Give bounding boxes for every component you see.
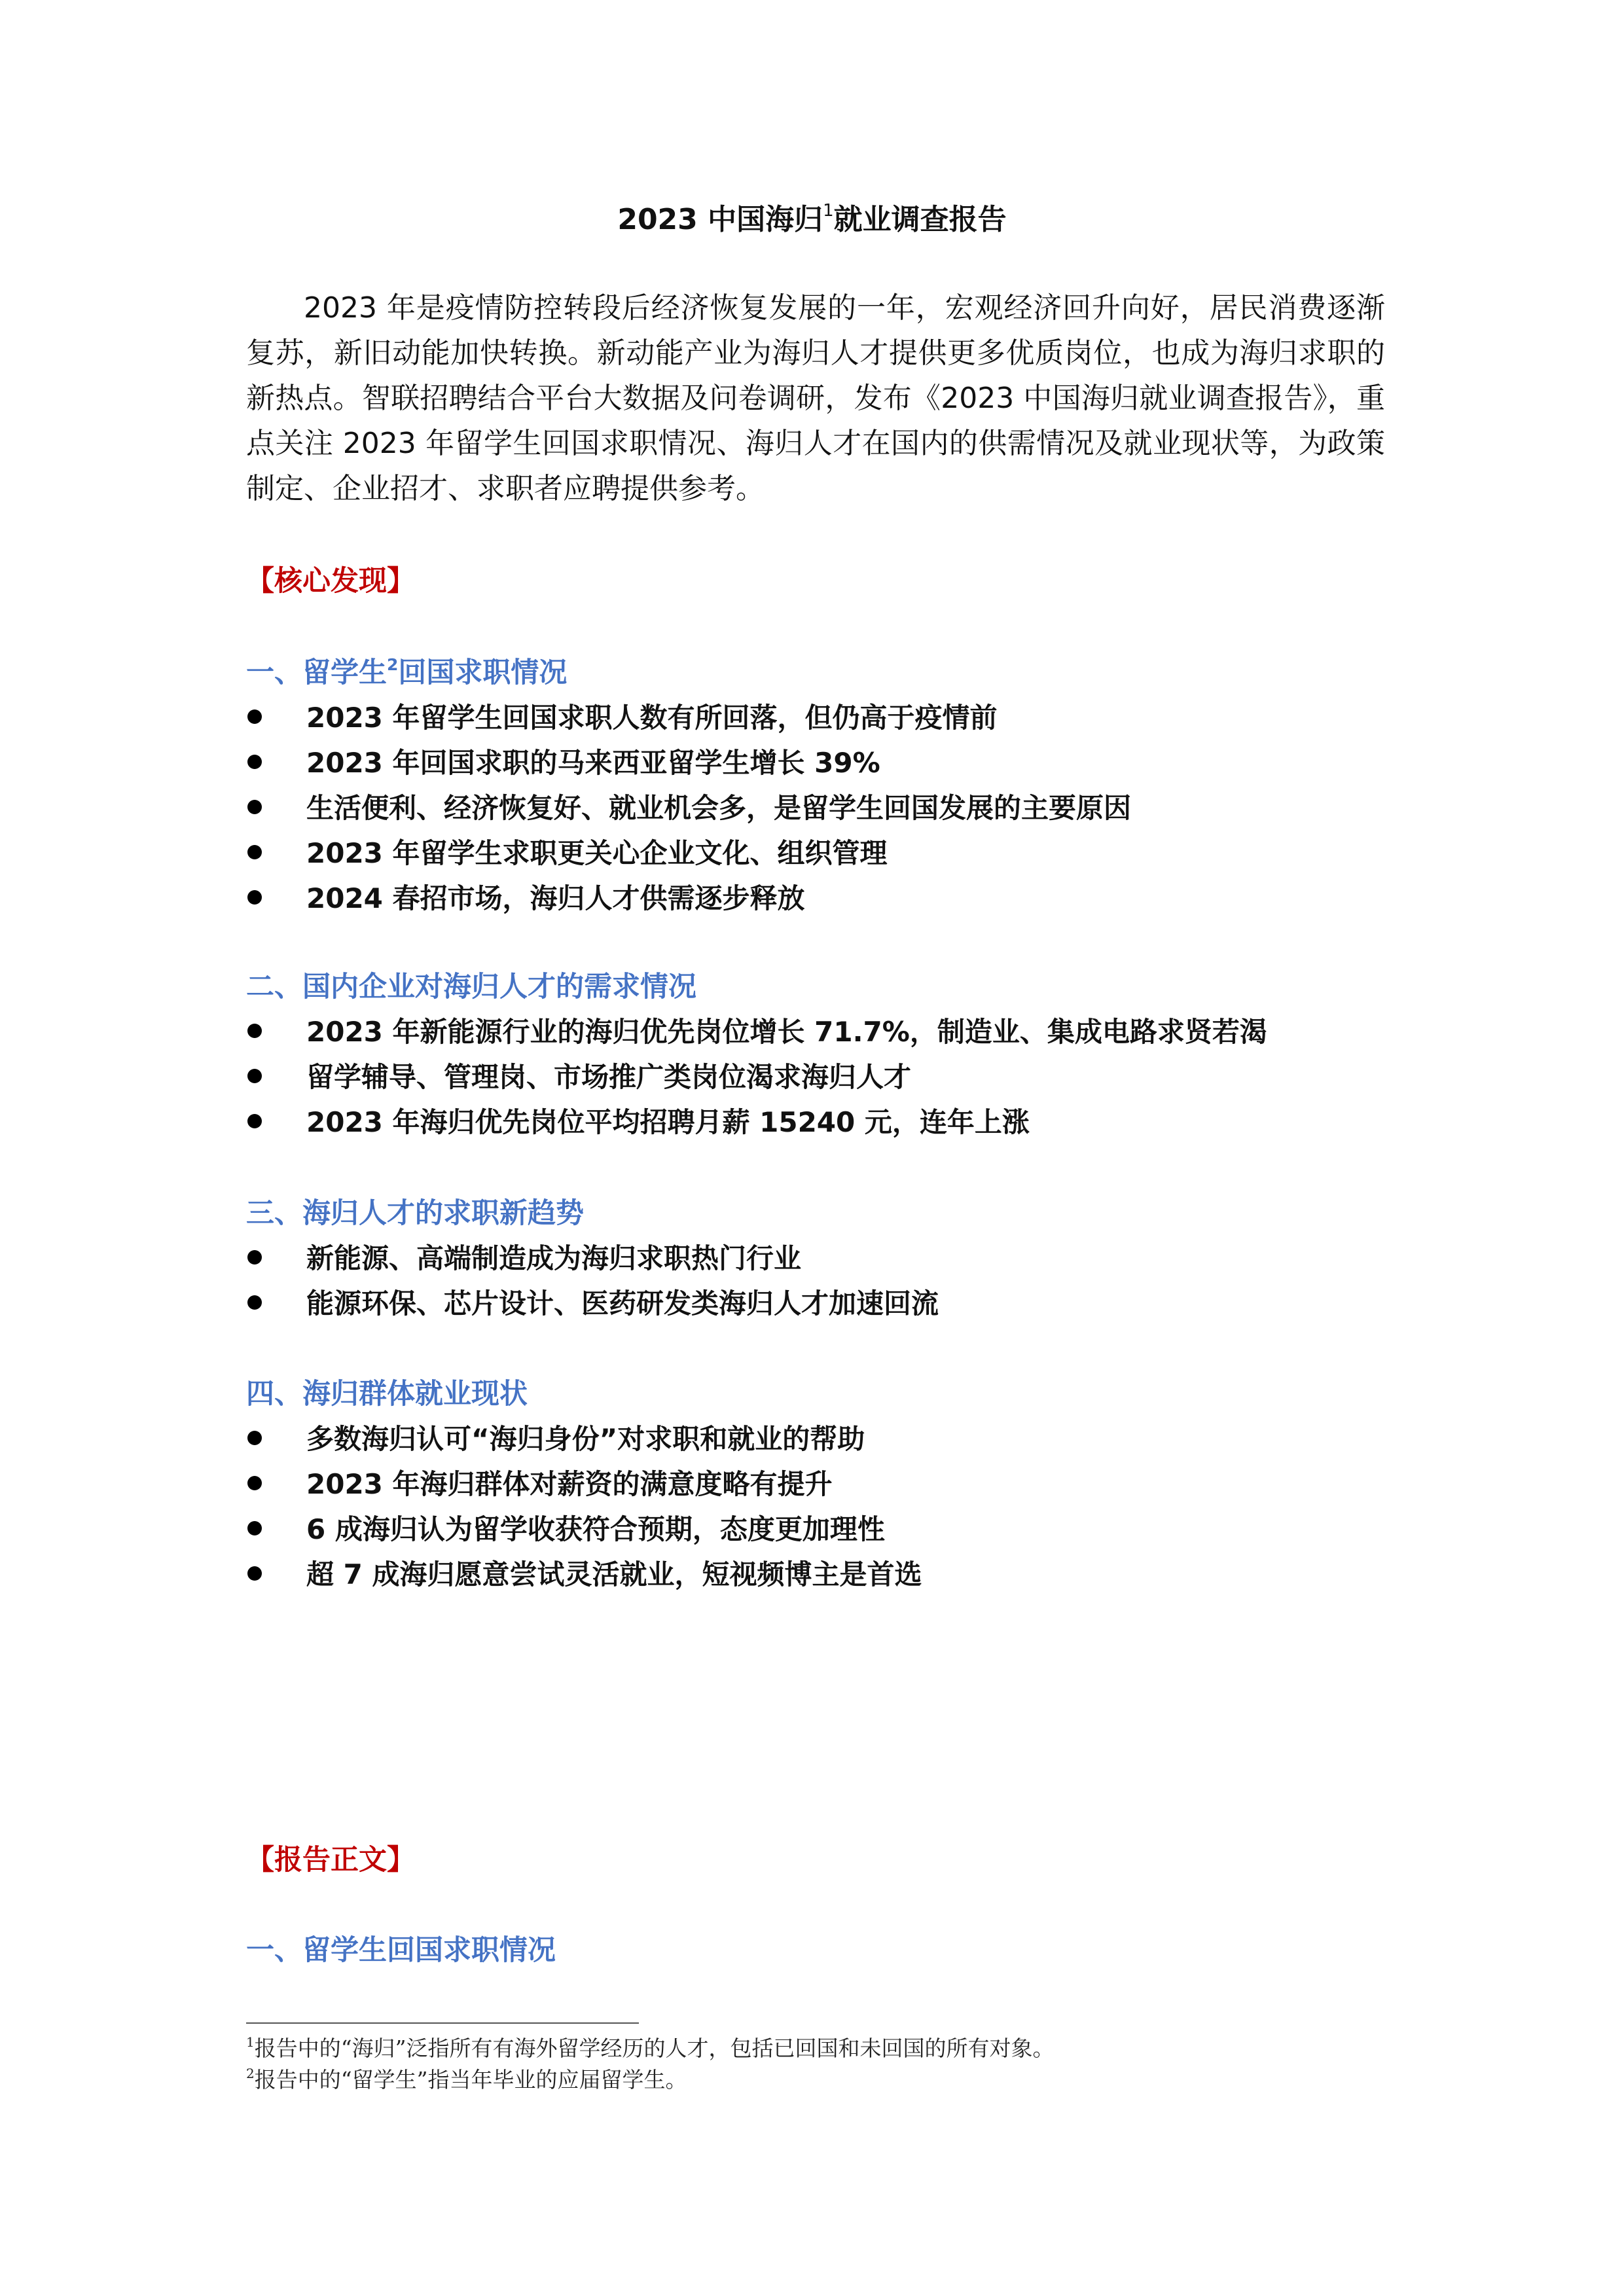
section-heading-3: 三、海归人才的求职新趋势 <box>246 1197 584 1230</box>
list-item-text: 留学辅导、管理岗、市场推广类岗位渴求海归人才 <box>306 1061 912 1093</box>
core-findings-label: 【核心发现】 <box>246 565 415 598</box>
list-item-text: 2023 年海归群体对薪资的满意度略有提升 <box>306 1468 833 1500</box>
footnote-text: 报告中的“海归”泛指所有有海外留学经历的人才，包括已回国和未回国的所有对象。 <box>254 2036 1055 2061</box>
footnote-1 <box>246 2033 1054 2064</box>
report-body-label: 【报告正文】 <box>246 1844 415 1876</box>
bullet-icon <box>247 1566 262 1581</box>
list-item <box>246 1281 939 1326</box>
list-item-text: 2023 年新能源行业的海归优先岗位增长 71.7%，制造业、集成电路求贤若渴 <box>306 1016 1267 1048</box>
section-heading-4: 四、海归群体就业现状 <box>246 1378 528 1410</box>
list-item-text: 新能源、高端制造成为海归求职热门行业 <box>306 1242 802 1274</box>
footnote-text: 报告中的“留学生”指当年毕业的应届留学生。 <box>254 2067 687 2092</box>
list-item <box>246 831 1131 876</box>
intro-paragraph: 2023 年是疫情防控转段后经济恢复发展的一年，宏观经济回升向好，居民消费逐渐复苏，新旧动能加快转换。新动能产业为海归人才提供更多优质岗位，也成为海归求职的新热点。智联招聘结合平台大数据及问卷调研，发布《2023 中国海归就业调查报告》，重点关注 2023 年留学生回国求职情况、海归人才在国内的供需情况及就业现状等，为政策制定、企业招才、求职者应聘提供参考。 <box>246 291 1385 505</box>
section-heading-text-after: 回国求职情况 <box>398 656 568 689</box>
list-item-text: 超 7 成海归愿意尝试灵活就业，短视频博主是首选 <box>306 1558 922 1590</box>
bullet-icon <box>247 1250 262 1265</box>
list-item-text: 2023 年留学生求职更关心企业文化、组织管理 <box>306 837 888 869</box>
list-item <box>246 695 1131 740</box>
list-item <box>246 1100 1267 1145</box>
bullet-icon <box>247 1024 262 1038</box>
list-item-text: 6 成海归认为留学收获符合预期，态度更加理性 <box>306 1513 885 1545</box>
section-4-list <box>246 1416 922 1597</box>
page-title <box>0 196 1624 243</box>
list-item <box>246 1507 922 1552</box>
section-2-list <box>246 1009 1267 1145</box>
list-item-text: 多数海归认可“海归身份”对求职和就业的帮助 <box>306 1423 865 1455</box>
report-body-heading: 一、留学生回国求职情况 <box>246 1934 556 1967</box>
list-item <box>246 1552 922 1597</box>
footnote-ref-2[interactable]: 2 <box>387 655 399 674</box>
bullet-icon <box>247 1295 262 1310</box>
list-item-text: 2024 春招市场，海归人才供需逐步释放 <box>306 882 805 914</box>
section-heading-2: 二、国内企业对海归人才的需求情况 <box>246 971 696 1003</box>
list-item-text: 能源环保、芯片设计、医药研发类海归人才加速回流 <box>306 1287 939 1319</box>
list-item-text: 生活便利、经济恢复好、就业机会多，是留学生回国发展的主要原因 <box>306 792 1132 824</box>
bullet-icon <box>247 1069 262 1083</box>
list-item <box>246 740 1131 785</box>
list-item <box>246 1462 922 1507</box>
footnote-marker: 1 <box>246 2034 255 2050</box>
bullet-icon <box>247 845 262 859</box>
footnote-2 <box>246 2064 687 2096</box>
list-item <box>246 785 1131 831</box>
list-item <box>246 1054 1267 1100</box>
bullet-icon <box>247 1476 262 1490</box>
section-heading-1 <box>246 653 567 692</box>
bullet-icon <box>247 709 262 724</box>
footnote-divider <box>246 2022 639 2024</box>
list-item <box>246 1009 1267 1054</box>
footnote-ref-1[interactable]: 1 <box>823 201 834 221</box>
list-item-text: 2023 年回国求职的马来西亚留学生增长 39% <box>306 747 880 779</box>
list-item-text: 2023 年海归优先岗位平均招聘月薪 15240 元，连年上涨 <box>306 1106 1030 1138</box>
bullet-icon <box>247 1114 262 1128</box>
section-1-list <box>246 695 1131 921</box>
bullet-icon <box>247 1521 262 1535</box>
footnote-marker: 2 <box>246 2066 255 2081</box>
list-item-text: 2023 年留学生回国求职人数有所回落，但仍高于疫情前 <box>306 702 998 734</box>
section-3-list <box>246 1236 939 1326</box>
bullet-icon <box>247 800 262 814</box>
title-text-after: 就业调查报告 <box>833 203 1007 236</box>
bullet-icon <box>247 1431 262 1445</box>
section-heading-text: 一、留学生 <box>246 656 387 689</box>
list-item <box>246 1416 922 1462</box>
bullet-icon <box>247 755 262 769</box>
list-item <box>246 876 1131 921</box>
bullet-icon <box>247 890 262 905</box>
list-item <box>246 1236 939 1281</box>
title-text: 2023 中国海归 <box>617 203 823 236</box>
